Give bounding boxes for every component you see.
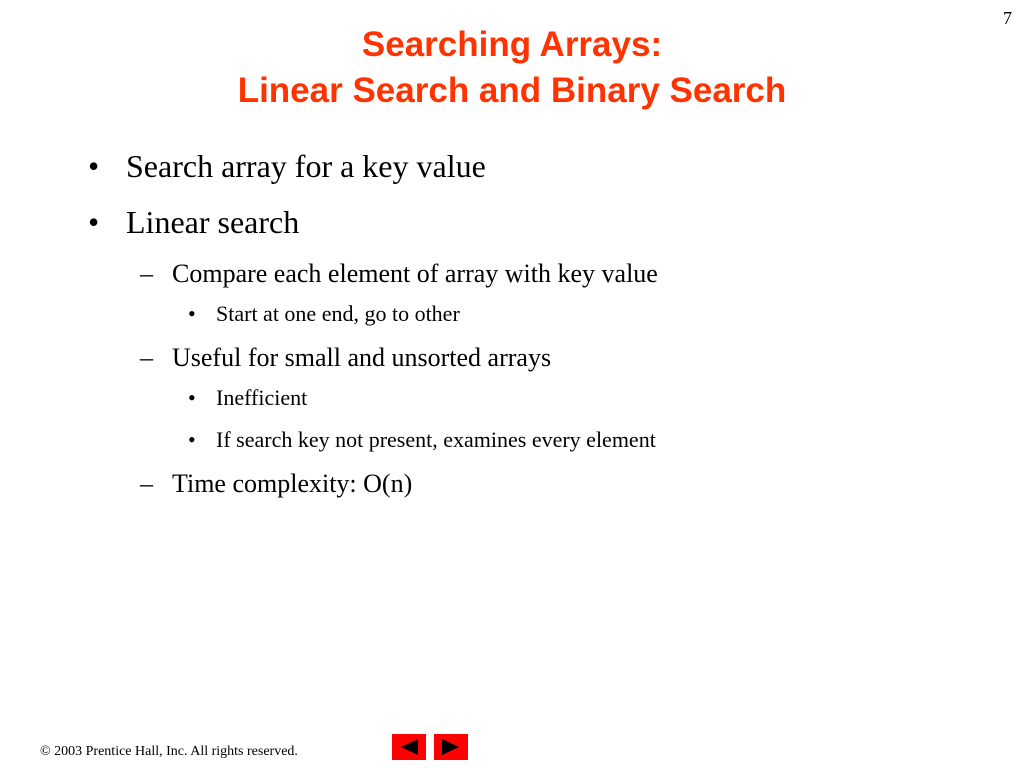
bullet-list xyxy=(0,144,1024,508)
dash-marker: – xyxy=(140,469,153,498)
title-line-1: Searching Arrays: xyxy=(361,25,663,64)
dash-marker: – xyxy=(140,343,153,372)
right-arrow-icon xyxy=(434,734,468,760)
bullet-marker: • xyxy=(88,148,100,184)
sub-bullet-text: Compare each element of array with key value xyxy=(172,259,658,288)
sub-bullet-text: Time complexity: O(n) xyxy=(172,469,413,498)
dash-marker: – xyxy=(140,259,153,288)
previous-slide-button[interactable] xyxy=(392,734,426,760)
next-slide-button[interactable] xyxy=(434,734,468,760)
copyright-text: © 2003 Prentice Hall, Inc. All rights reserved. xyxy=(40,744,298,759)
slide-number: 7 xyxy=(1003,8,1012,28)
bullet-text: Linear search xyxy=(126,204,300,240)
sub-sub-bullet-item xyxy=(0,298,1024,330)
sub-sub-bullet-item xyxy=(0,382,1024,414)
sub-sub-bullet-item xyxy=(0,424,1024,456)
title-line-2: Linear Search and Binary Search xyxy=(237,71,787,110)
sub-sub-bullet-text: Inefficient xyxy=(216,385,308,410)
sub-sub-bullet-text: Start at one end, go to other xyxy=(216,301,460,326)
bullet-marker: • xyxy=(188,301,196,326)
bullet-item xyxy=(0,144,1024,188)
sub-bullet-item xyxy=(0,340,1024,376)
bullet-marker: • xyxy=(88,204,100,240)
bullet-marker: • xyxy=(188,427,196,452)
sub-bullet-item xyxy=(0,466,1024,502)
sub-sub-bullet-text: If search key not present, examines every element xyxy=(216,427,656,452)
bullet-item xyxy=(0,200,1024,244)
slide-title xyxy=(0,22,1024,114)
sub-bullet-item xyxy=(0,256,1024,292)
bullet-marker: • xyxy=(188,385,196,410)
bullet-text: Search array for a key value xyxy=(126,148,486,184)
left-arrow-icon xyxy=(392,734,426,760)
sub-bullet-text: Useful for small and unsorted arrays xyxy=(172,343,552,372)
